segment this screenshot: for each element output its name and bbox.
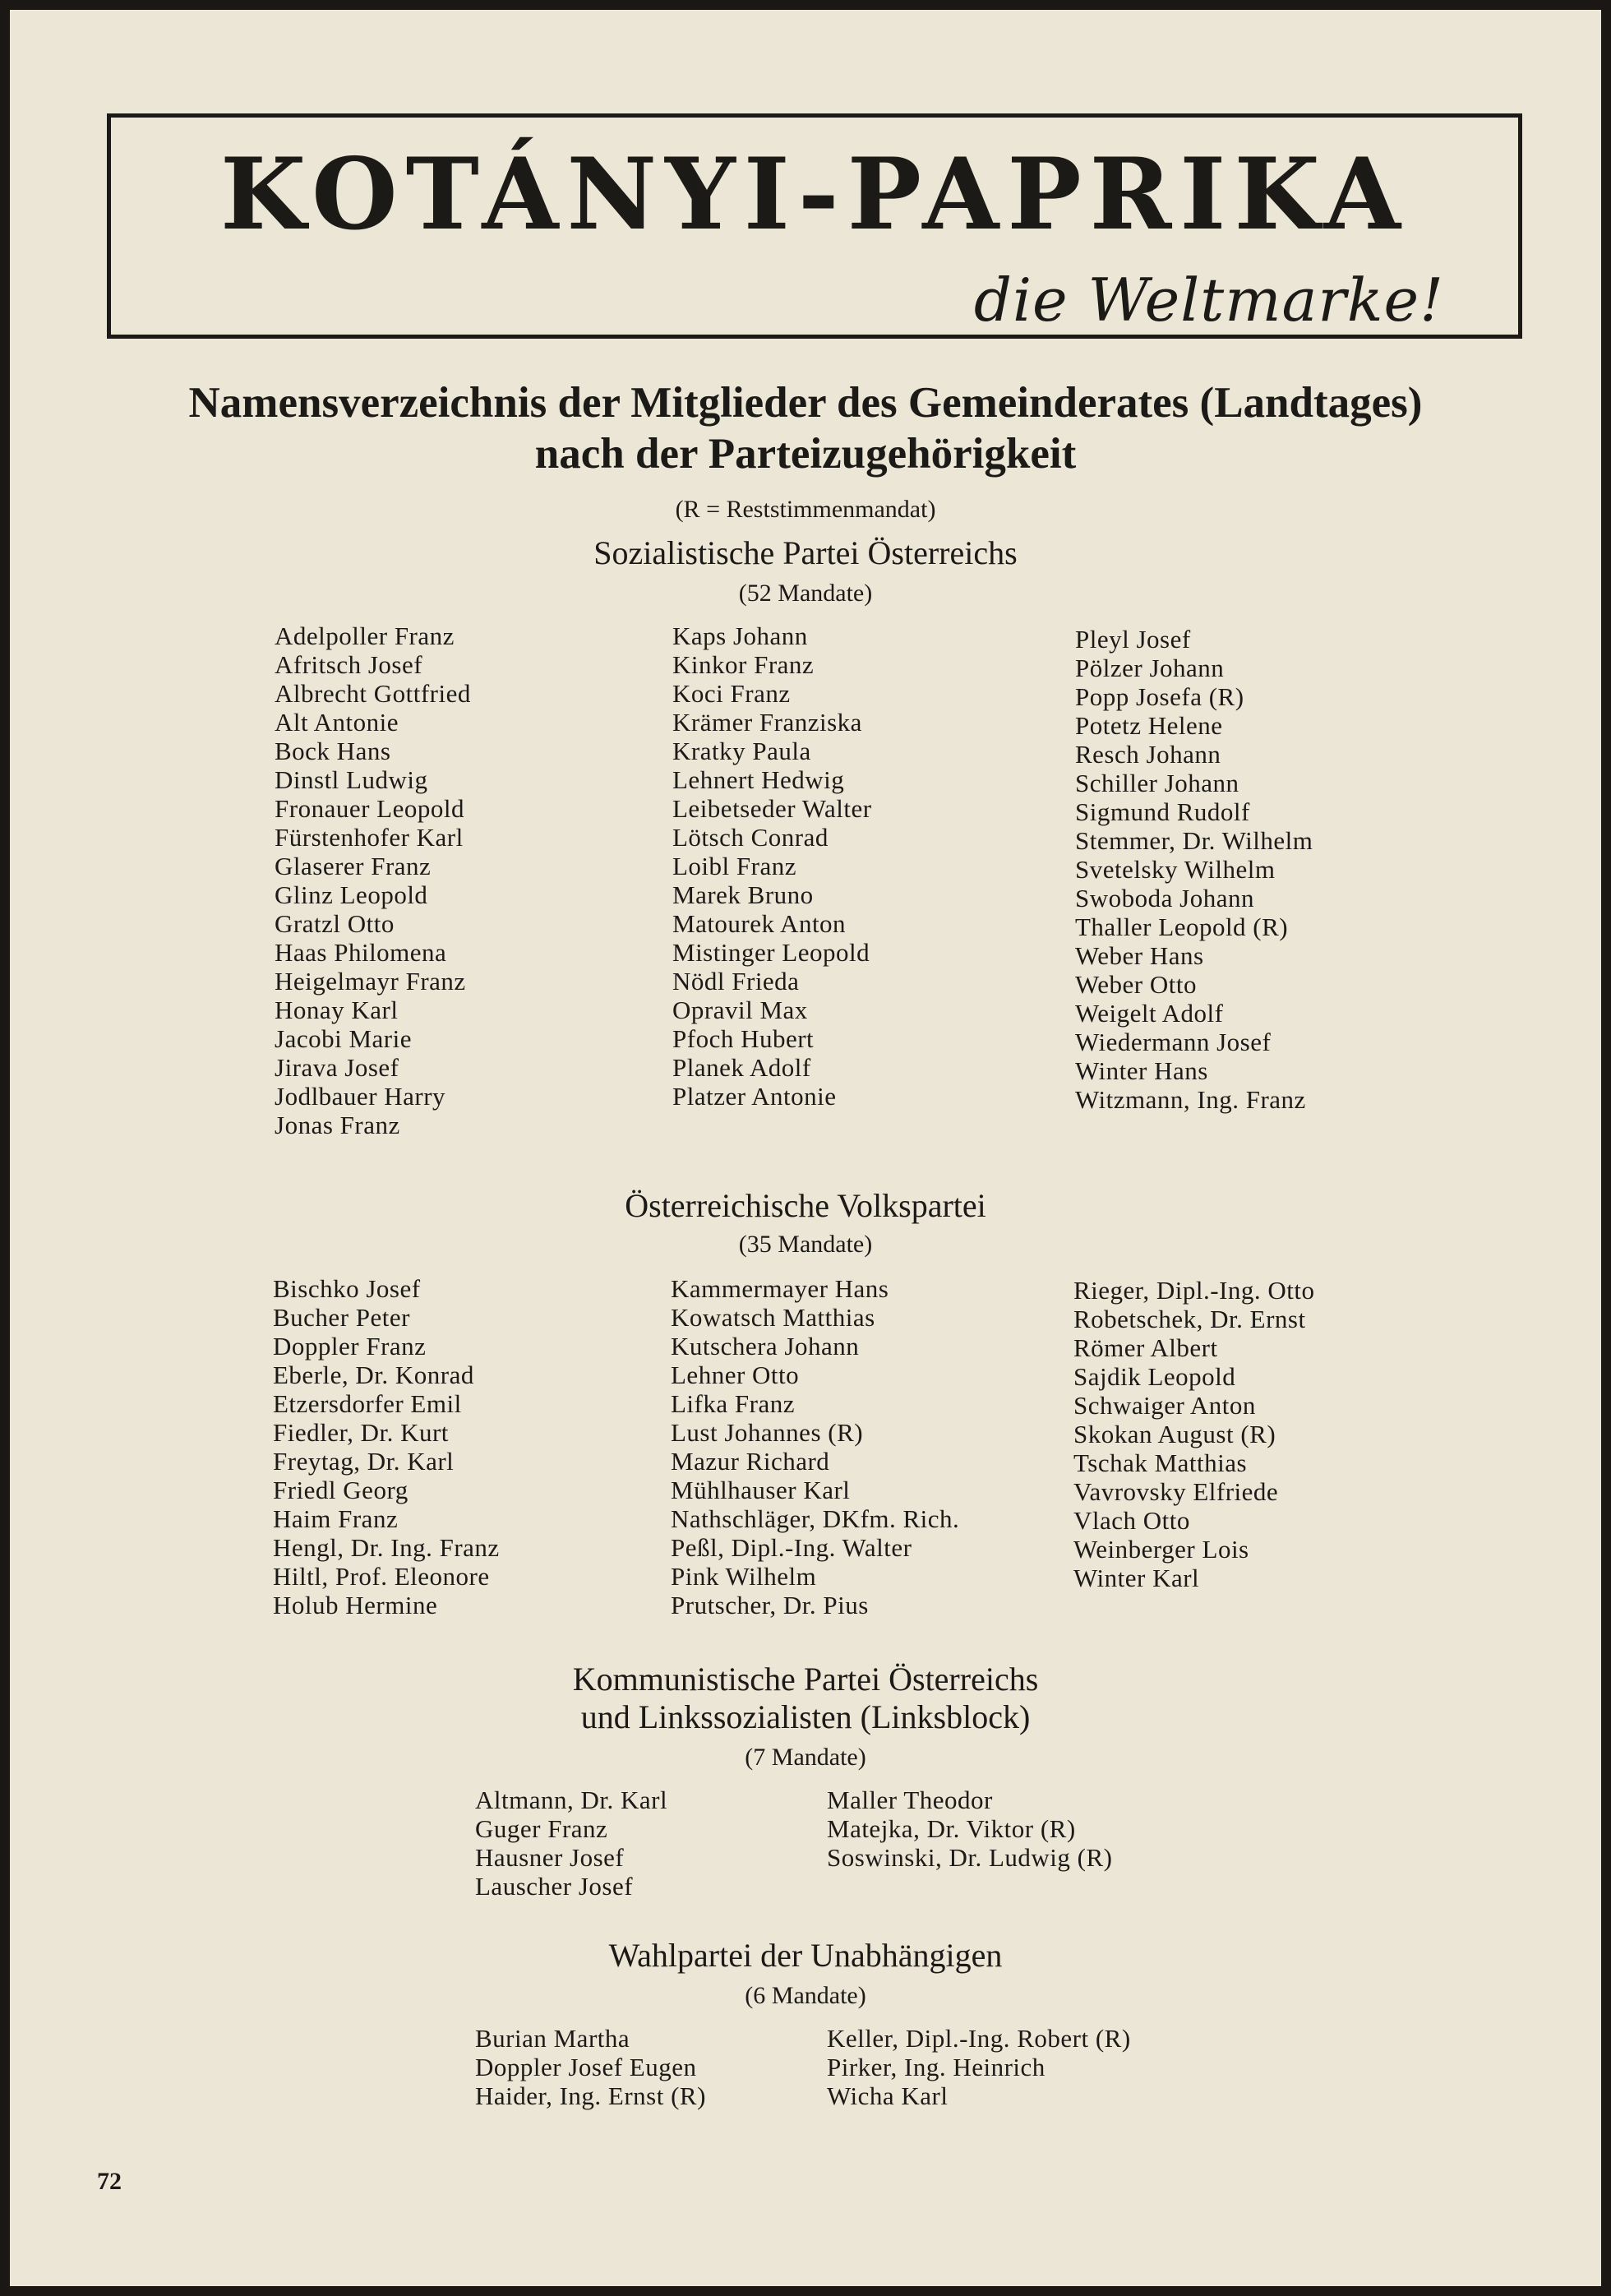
member-name: Mistinger Leopold [672, 938, 870, 967]
name-column [475, 1786, 667, 1901]
member-name: Glinz Leopold [275, 880, 428, 909]
page-heading-line2: nach der Parteizugehörigkeit [534, 430, 1077, 478]
member-name: Eberle, Dr. Konrad [273, 1361, 474, 1389]
name-column [827, 1786, 1113, 1872]
member-name: Pleyl Josef [1075, 625, 1191, 654]
member-name: Jirava Josef [275, 1053, 399, 1082]
member-name: Römer Albert [1073, 1333, 1218, 1362]
member-name: Pfoch Hubert [672, 1024, 815, 1053]
member-name: Loibl Franz [672, 852, 796, 880]
member-name: Etzersdorfer Emil [273, 1389, 462, 1418]
name-column [1073, 1276, 1315, 1592]
member-name: Opravil Max [672, 996, 808, 1024]
member-name: Resch Johann [1075, 740, 1221, 769]
member-name: Jacobi Marie [275, 1024, 412, 1053]
member-name: Weber Otto [1075, 970, 1197, 999]
member-name: Mazur Richard [671, 1447, 830, 1476]
member-name: Burian Martha [475, 2024, 630, 2053]
member-name: Peßl, Dipl.-Ing. Walter [671, 1533, 912, 1562]
member-name: Haim Franz [273, 1504, 399, 1533]
member-name: Soswinski, Dr. Ludwig (R) [827, 1843, 1113, 1872]
member-name: Bischko Josef [273, 1274, 421, 1303]
ad-brand-name: KOTÁNYI-PAPRIKA [220, 136, 1409, 252]
member-name: Heigelmayr Franz [275, 967, 466, 996]
member-name: Guger Franz [475, 1814, 608, 1843]
reststimmen-legend: (R = Reststimmenmandat) [675, 496, 936, 523]
member-name: Kratky Paula [672, 737, 811, 765]
member-name: Winter Hans [1075, 1056, 1208, 1085]
member-name: Wicha Karl [827, 2081, 949, 2110]
member-name: Marek Bruno [672, 880, 814, 909]
name-column [1075, 625, 1313, 1114]
member-name: Potetz Helene [1075, 711, 1223, 740]
member-name: Lust Johannes (R) [671, 1418, 864, 1447]
member-name: Lehner Otto [671, 1361, 800, 1389]
member-name: Mühlhauser Karl [671, 1476, 851, 1504]
member-name: Schiller Johann [1075, 769, 1239, 797]
party-title-kpoe-line2: und Linkssozialisten (Linksblock) [580, 1698, 1031, 1735]
member-name: Lauscher Josef [475, 1872, 634, 1901]
member-name: Platzer Antonie [672, 1082, 837, 1111]
member-name: Jodlbauer Harry [275, 1082, 446, 1111]
member-name: Maller Theodor [827, 1786, 993, 1814]
member-name: Albrecht Gottfried [275, 679, 471, 708]
party-mandates-kpoe: (7 Mandate) [745, 1744, 866, 1771]
member-name: Pink Wilhelm [671, 1562, 817, 1591]
member-name: Weigelt Adolf [1075, 999, 1224, 1028]
advertisement-box [107, 113, 1522, 339]
member-name: Lehnert Hedwig [672, 765, 845, 794]
party-mandates-spoe: (52 Mandate) [738, 580, 873, 607]
ad-slogan: die Weltmarke! [973, 266, 1444, 335]
member-name: Lötsch Conrad [672, 823, 829, 852]
member-name: Keller, Dipl.-Ing. Robert (R) [827, 2024, 1131, 2053]
member-name: Robetschek, Dr. Ernst [1073, 1305, 1306, 1333]
member-name: Haider, Ing. Ernst (R) [475, 2081, 706, 2110]
member-name: Kowatsch Matthias [671, 1303, 875, 1332]
member-name: Rieger, Dipl.-Ing. Otto [1073, 1276, 1315, 1305]
page-heading-line1: Namensverzeichnis der Mitglieder des Gemeinderates (Landtages) [188, 379, 1423, 427]
member-name: Leibetseder Walter [672, 794, 872, 823]
member-name: Kammermayer Hans [671, 1274, 889, 1303]
name-column [827, 2024, 1131, 2110]
member-name: Hausner Josef [475, 1843, 625, 1872]
member-name: Adelpoller Franz [275, 621, 455, 650]
name-column [671, 1274, 959, 1619]
member-name: Tschak Matthias [1073, 1448, 1248, 1477]
member-name: Wiedermann Josef [1075, 1028, 1272, 1056]
party-mandates-oevp: (35 Mandate) [738, 1231, 873, 1258]
member-name: Altmann, Dr. Karl [475, 1786, 668, 1814]
page [10, 10, 1601, 2286]
member-name: Matejka, Dr. Viktor (R) [827, 1814, 1076, 1843]
member-name: Friedl Georg [273, 1476, 409, 1504]
party-title-spoe: Sozialistische Partei Österreichs [593, 534, 1018, 571]
name-column [672, 621, 872, 1111]
member-name: Hengl, Dr. Ing. Franz [273, 1533, 500, 1562]
member-name: Thaller Leopold (R) [1075, 912, 1289, 941]
member-name: Weber Hans [1075, 941, 1204, 970]
member-name: Swoboda Johann [1075, 884, 1254, 912]
member-name: Schwaiger Anton [1073, 1391, 1256, 1420]
member-name: Freytag, Dr. Karl [273, 1447, 455, 1476]
member-name: Haas Philomena [275, 938, 447, 967]
member-name: Nödl Frieda [672, 967, 800, 996]
member-name: Prutscher, Dr. Pius [671, 1591, 869, 1619]
member-name: Krämer Franziska [672, 708, 862, 737]
party-title-kpoe: Kommunistische Partei Österreichs [572, 1661, 1039, 1698]
member-name: Bock Hans [275, 737, 391, 765]
member-name: Gratzl Otto [275, 909, 395, 938]
member-name: Vavrovsky Elfriede [1073, 1477, 1279, 1506]
name-column [275, 621, 471, 1139]
member-name: Pirker, Ing. Heinrich [827, 2053, 1046, 2081]
member-name: Fiedler, Dr. Kurt [273, 1418, 449, 1447]
member-name: Winter Karl [1073, 1564, 1200, 1592]
member-name: Lifka Franz [671, 1389, 795, 1418]
party-title-oevp: Österreichische Volkspartei [625, 1187, 986, 1224]
member-name: Honay Karl [275, 996, 399, 1024]
member-name: Svetelsky Wilhelm [1075, 855, 1276, 884]
member-name: Doppler Josef Eugen [475, 2053, 697, 2081]
member-name: Kutschera Johann [671, 1332, 860, 1361]
member-name: Stemmer, Dr. Wilhelm [1075, 826, 1313, 855]
member-name: Alt Antonie [275, 708, 399, 737]
member-name: Doppler Franz [273, 1332, 427, 1361]
name-column [273, 1274, 500, 1619]
member-name: Witzmann, Ing. Franz [1075, 1085, 1306, 1114]
member-name: Sigmund Rudolf [1075, 797, 1250, 826]
member-name: Fürstenhofer Karl [275, 823, 464, 852]
member-name: Popp Josefa (R) [1075, 682, 1244, 711]
member-name: Kaps Johann [672, 621, 808, 650]
member-name: Matourek Anton [672, 909, 847, 938]
member-name: Planek Adolf [672, 1053, 811, 1082]
party-title-wdu: Wahlpartei der Unabhängigen [608, 1937, 1003, 1974]
member-name: Fronauer Leopold [275, 794, 464, 823]
page-number: 72 [97, 2168, 122, 2195]
member-name: Pölzer Johann [1075, 654, 1225, 682]
member-name: Sajdik Leopold [1073, 1362, 1236, 1391]
party-mandates-wdu: (6 Mandate) [745, 1982, 866, 2009]
member-name: Vlach Otto [1073, 1506, 1190, 1535]
member-name: Jonas Franz [275, 1111, 400, 1139]
member-name: Weinberger Lois [1073, 1535, 1249, 1564]
member-name: Bucher Peter [273, 1303, 410, 1332]
member-name: Kinkor Franz [672, 650, 815, 679]
member-name: Afritsch Josef [275, 650, 423, 679]
member-name: Glaserer Franz [275, 852, 432, 880]
member-name: Nathschläger, DKfm. Rich. [671, 1504, 960, 1533]
name-column [475, 2024, 706, 2110]
member-name: Skokan August (R) [1073, 1420, 1276, 1448]
member-name: Holub Hermine [273, 1591, 438, 1619]
member-name: Koci Franz [672, 679, 791, 708]
member-name: Hiltl, Prof. Eleonore [273, 1562, 490, 1591]
member-name: Dinstl Ludwig [275, 765, 428, 794]
